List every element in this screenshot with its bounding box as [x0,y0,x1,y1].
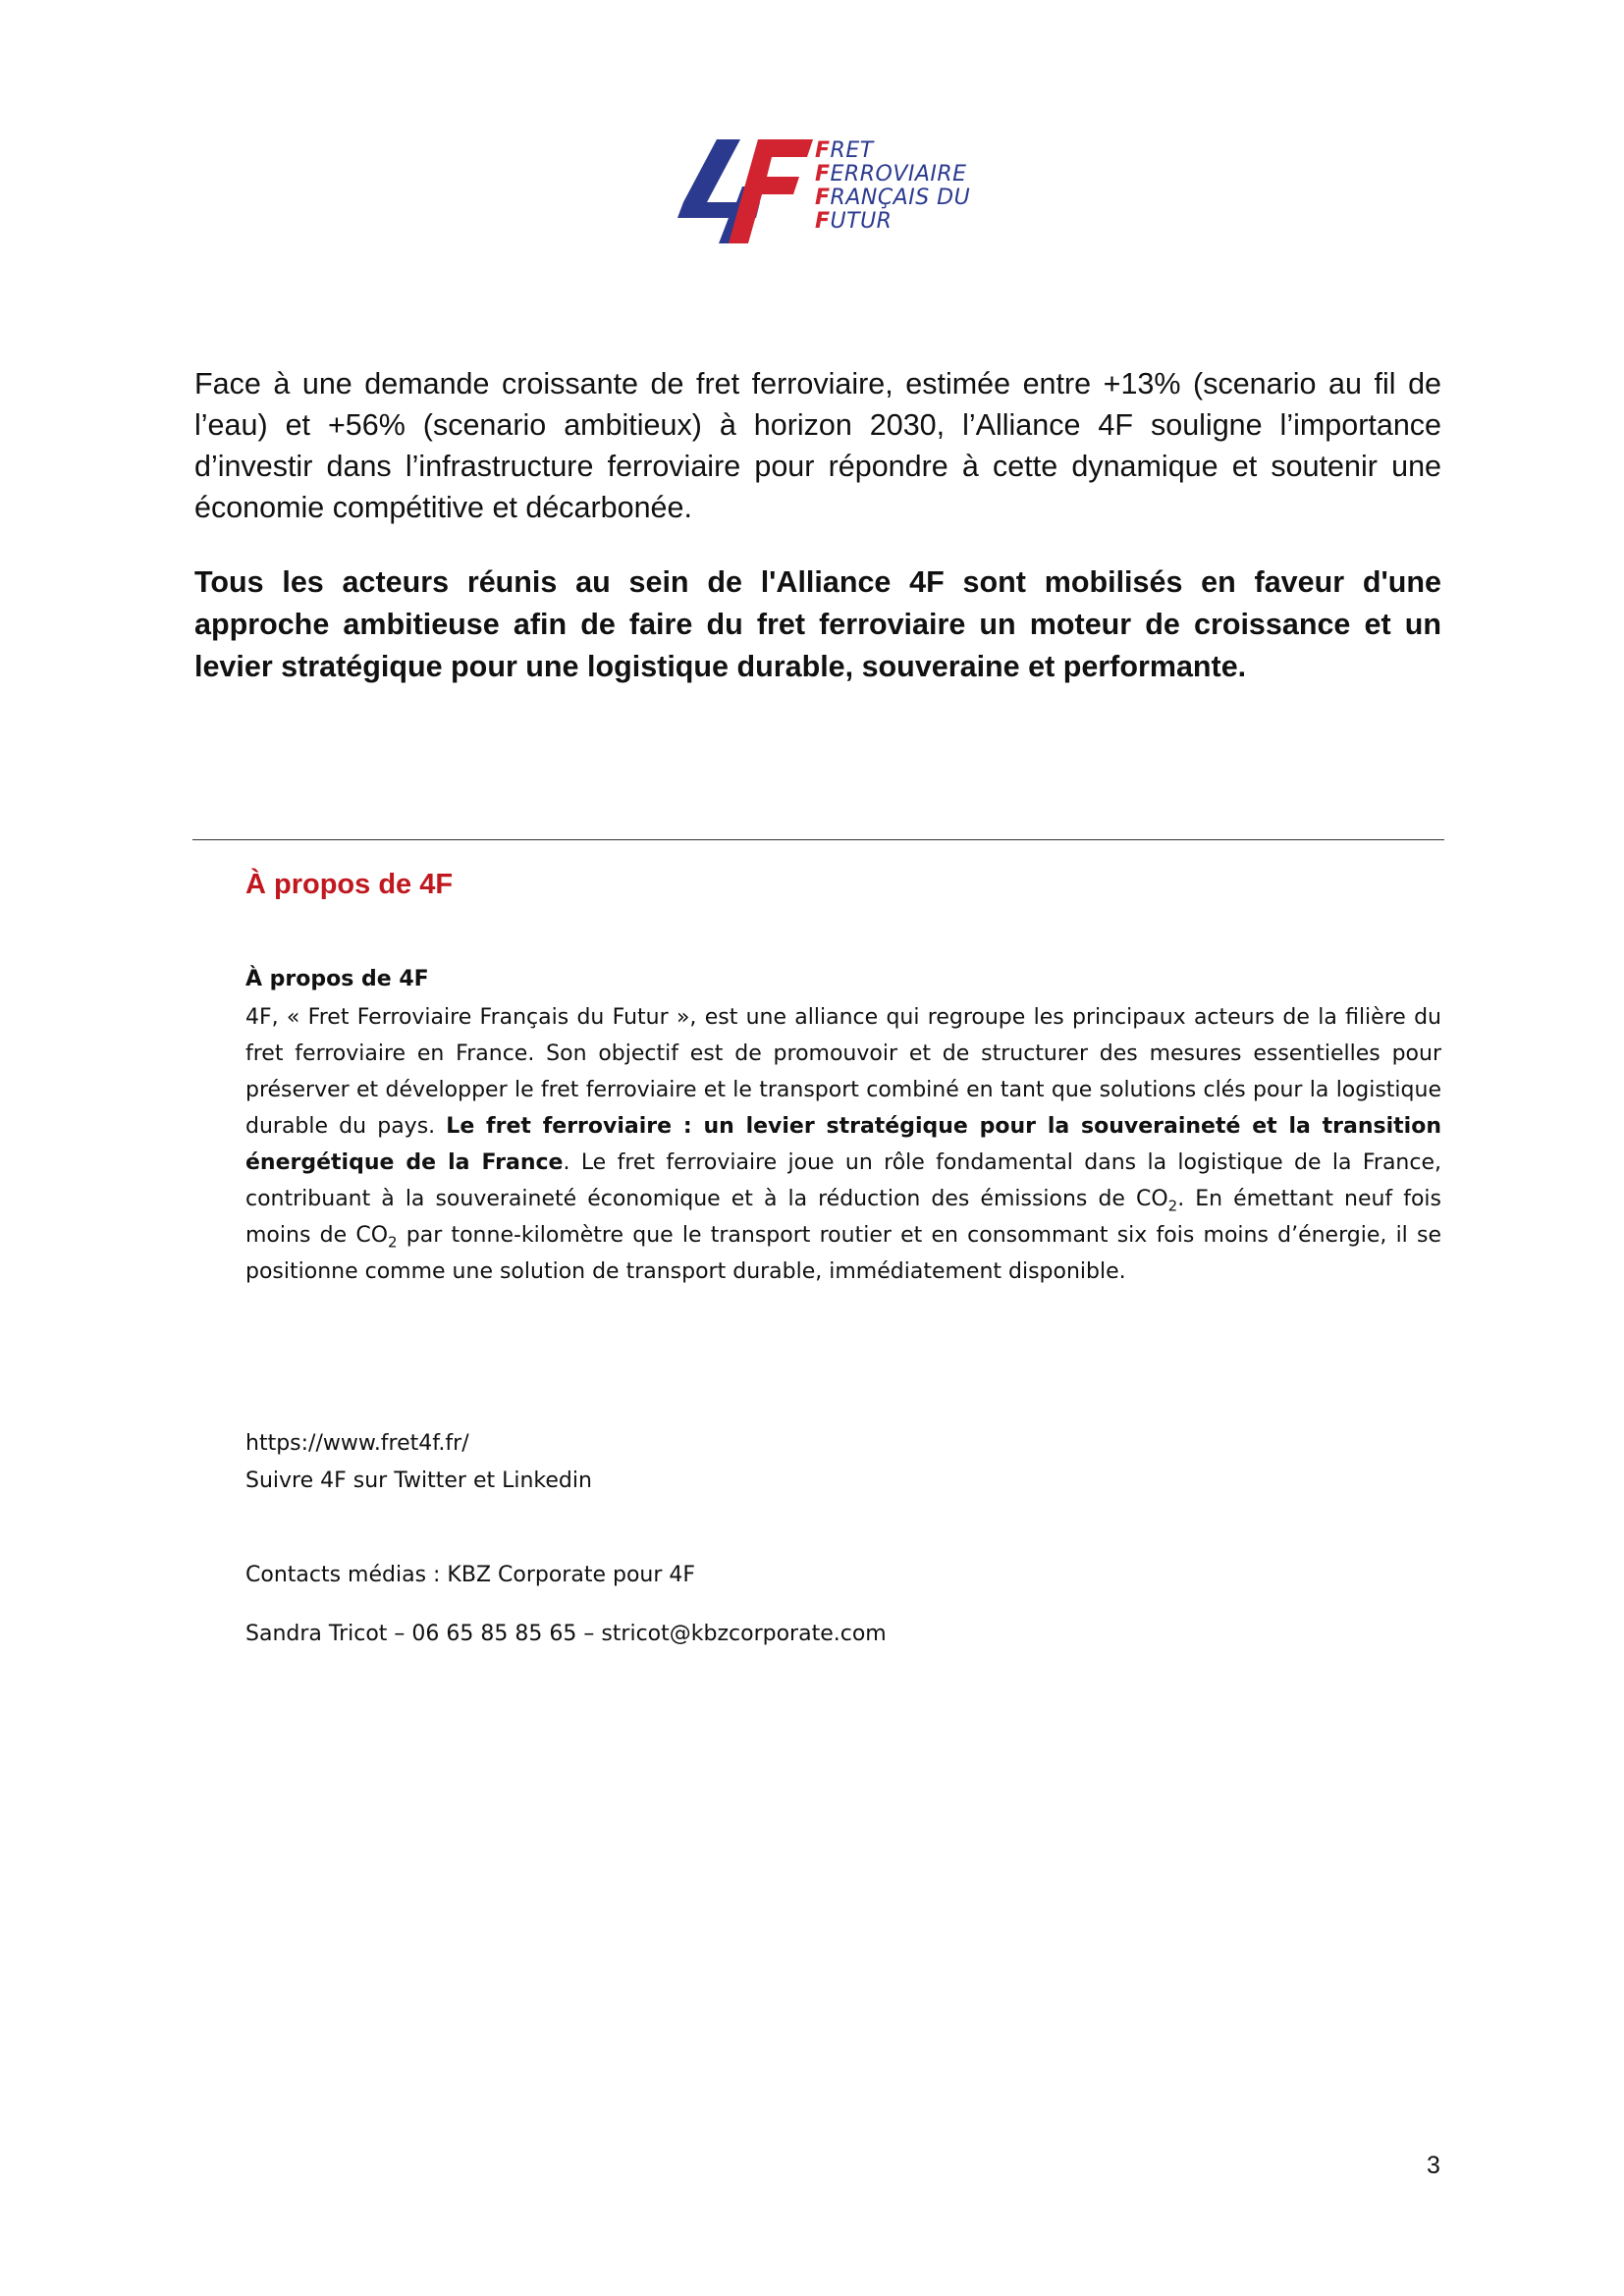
media-contacts: Contacts médias : KBZ Corporate pour 4F [245,1563,696,1587]
logo-line-3: FRANÇAIS DU [815,186,971,210]
intro-bold-paragraph: Tous les acteurs réunis au sein de l'Alliance 4F sont mobilisés en faveur d'une approche ambitieuse afin de faire du fret ferroviaire un moteur de croissance et un levier stratégique pour une logistique durable, souveraine et performante. [194,565,1441,683]
logo-line-2: FERROVIAIRE [815,162,967,187]
logo-4f [677,137,971,245]
section-divider [192,839,1444,840]
social-links[interactable]: Suivre 4F sur Twitter et Linkedin [245,1468,592,1493]
about-title: À propos de 4F [245,869,454,900]
logo-4f-mark-icon [677,137,815,245]
about-body: 4F, « Fret Ferroviaire Français du Futur », est une alliance qui regroupe les principaux acteurs de la filière du fret ferroviaire en France. Son objectif est de promouvoir et de structurer des mesures essentielles pour préserver et développer le fret ferroviaire et le transport combiné en tant que solutions clés pour la logistique durable du pays. Le fret ferroviaire : un levier stratégique pour la souveraineté et la transition énergétique de la France. Le fret ferroviaire joue un rôle fondamental dans la logistique de la France, contribuant à la souveraineté économique et à la réduction des émissions de $CO_2$. En émettant neuf fois moins de $CO_2$ par tonne-kilomètre que le transport routier et en consommant six fois moins d’énergie, il se positionne comme une solution de transport durable, immédiatement disponible. [245,1005,1442,1284]
logo-line-4: FUTUR [815,209,893,234]
about-body-highlight: Le fret ferroviaire : un levier stratégique pour la souveraineté et la transition énergétique de la France [245,1114,1441,1175]
contact-person: Sandra Tricot – 06 65 85 85 65 – stricot@kbzcorporate.com [245,1622,887,1646]
about-subtitle: À propos de 4F [245,967,429,991]
page-number: 3 [1427,2152,1440,2179]
website-link[interactable]: https://www.fret4f.fr/ [245,1431,469,1456]
logo-wordmark [815,139,970,234]
logo-line-1: FRET [815,138,874,163]
intro-paragraph: Face à une demande croissante de fret ferroviaire, estimée entre +13% (scenario au fil de l’eau) et +56% (scenario ambitieux) à horizon 2030, l’Alliance 4F souligne l’importance d’investir dans l’infrastructure ferroviaire pour répondre à cette dynamique et soutenir une économie compétitive et décarbonée. [194,367,1441,524]
